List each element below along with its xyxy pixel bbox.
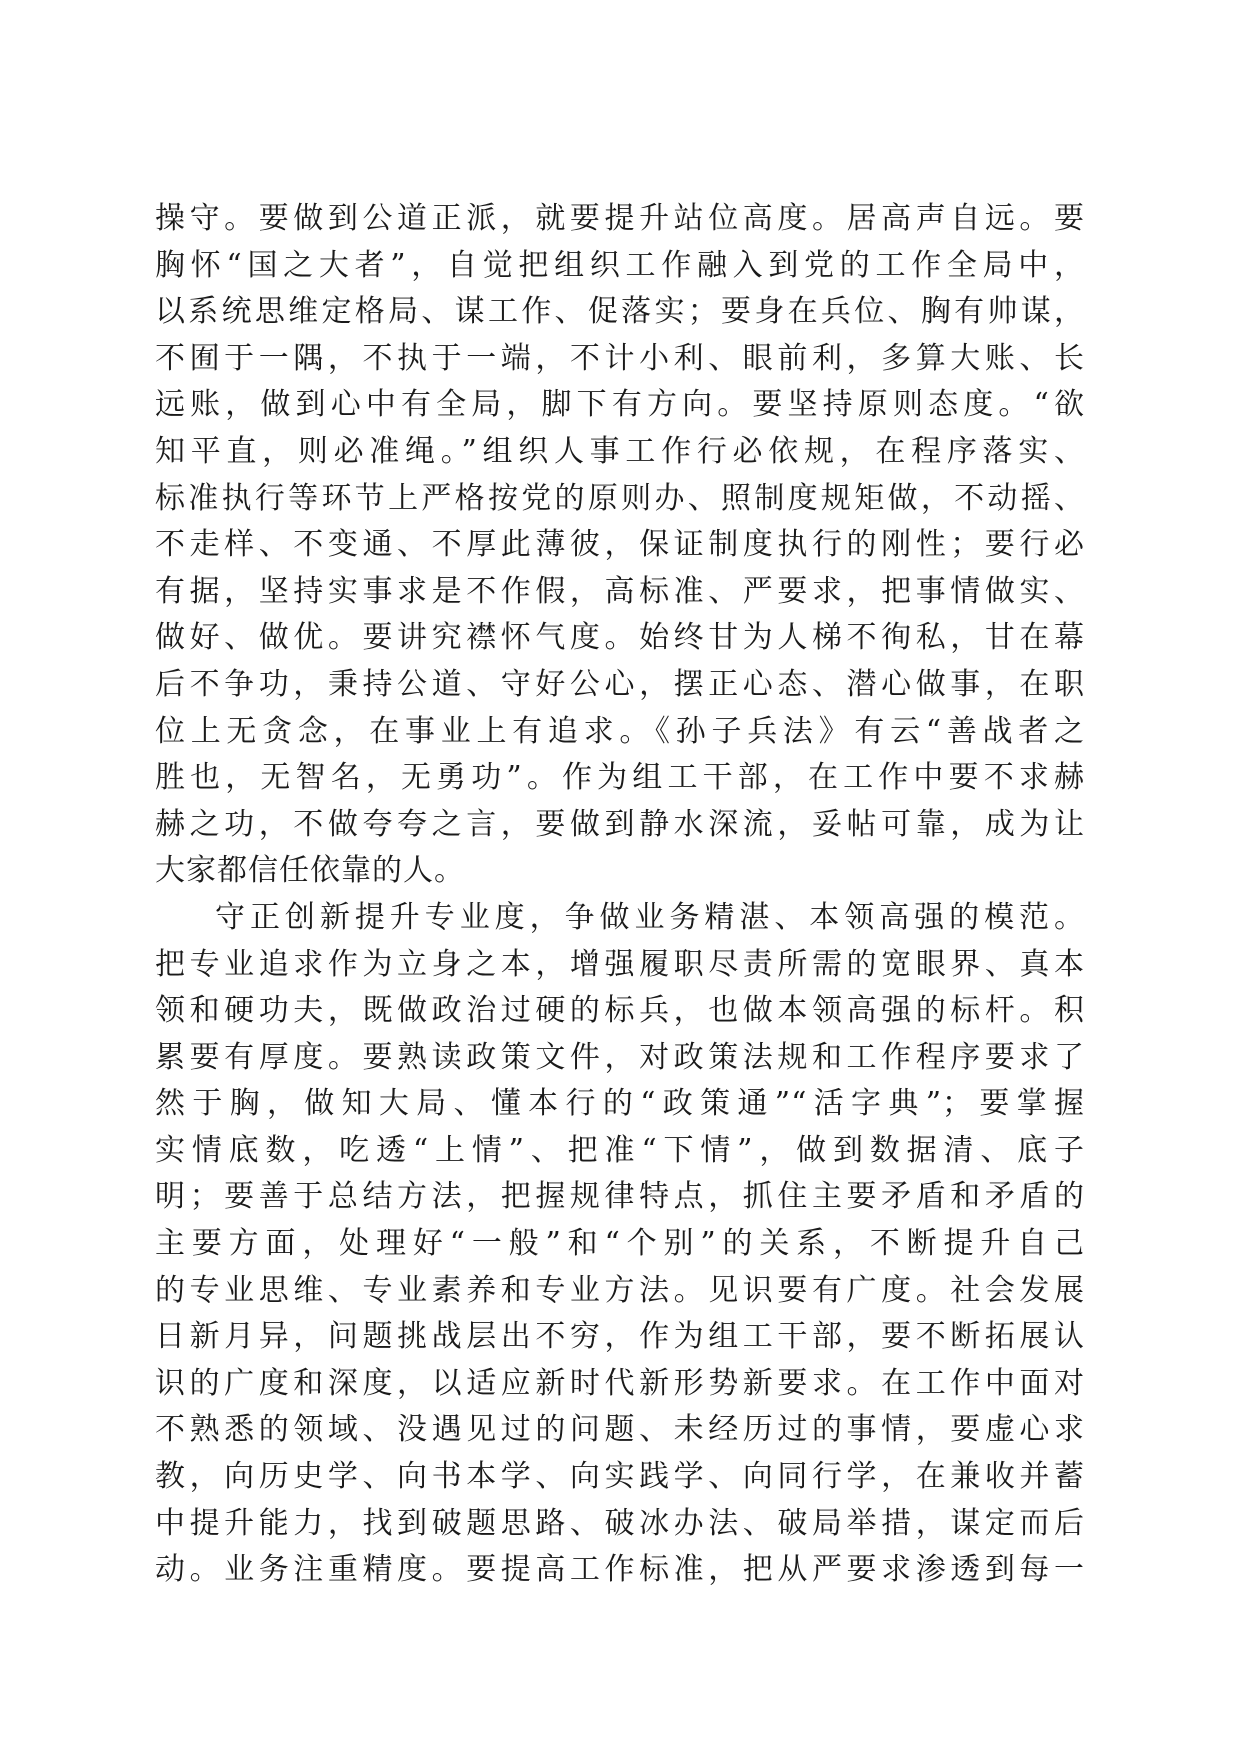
paragraph-line: 教，向历史学、向书本学、向实践学、向同行学，在兼收并蓄 <box>155 1459 1085 1495</box>
paragraph-line: 胸怀“国之大者”，自觉把组织工作融入到党的工作全局中， <box>155 247 1085 283</box>
paragraph-line: 知平直，则必准绳。”组织人事工作行必依规，在程序落实、 <box>155 433 1085 469</box>
paragraph-line: 识的广度和深度，以适应新时代新形势新要求。在工作中面对 <box>155 1365 1085 1401</box>
paragraph-line: 以系统思维定格局、谋工作、促落实；要身在兵位、胸有帅谋， <box>155 294 1085 330</box>
paragraph-line: 不囿于一隅，不执于一端，不计小利、眼前利，多算大账、长 <box>155 340 1085 376</box>
paragraph-line: 不走样、不变通、不厚此薄彼，保证制度执行的刚性；要行必 <box>155 527 1085 563</box>
paragraph-line: 守正创新提升专业度，争做业务精湛、本领高强的模范。 <box>215 899 1085 935</box>
paragraph-line: 的专业思维、专业素养和专业方法。见识要有广度。社会发展 <box>155 1272 1085 1308</box>
paragraph-line: 赫之功，不做夸夸之言，要做到静水深流，妥帖可靠，成为让 <box>155 806 1085 842</box>
document-body <box>155 196 1085 1594</box>
paragraph-line: 做好、做优。要讲究襟怀气度。始终甘为人梯不徇私，甘在幕 <box>155 620 1085 656</box>
paragraph-line: 明；要善于总结方法，把握规律特点，抓住主要矛盾和矛盾的 <box>155 1179 1085 1215</box>
paragraph-line: 实情底数，吃透“上情”、把准“下情”，做到数据清、底子 <box>155 1132 1085 1168</box>
paragraph-line: 有据，坚持实事求是不作假，高标准、严要求，把事情做实、 <box>155 573 1085 609</box>
paragraph-line: 把专业追求作为立身之本，增强履职尽责所需的宽眼界、真本 <box>155 946 1085 982</box>
paragraph-line: 累要有厚度。要熟读政策文件，对政策法规和工作程序要求了 <box>155 1039 1085 1075</box>
paragraph-line: 后不争功，秉持公道、守好公心，摆正心态、潜心做事，在职 <box>155 666 1085 702</box>
paragraph-line: 不熟悉的领域、没遇见过的问题、未经历过的事情，要虚心求 <box>155 1412 1085 1448</box>
paragraph-1 <box>155 196 1085 895</box>
paragraph-line: 远账，做到心中有全局，脚下有方向。要坚持原则态度。“欲 <box>155 387 1085 423</box>
paragraph-line: 动。业务注重精度。要提高工作标准，把从严要求渗透到每一 <box>155 1552 1085 1588</box>
paragraph-line: 主要方面，处理好“一般”和“个别”的关系，不断提升自己 <box>155 1226 1085 1262</box>
paragraph-line: 操守。要做到公道正派，就要提升站位高度。居高声自远。要 <box>155 201 1085 236</box>
paragraph-line: 日新月异，问题挑战层出不穷，作为组工干部，要不断拓展认 <box>155 1319 1085 1355</box>
paragraph-line: 大家都信任依靠的人。 <box>155 853 465 889</box>
paragraph-line: 中提升能力，找到破题思路、破冰办法、破局举措，谋定而后 <box>155 1505 1085 1541</box>
paragraph-line: 胜也，无智名，无勇功”。作为组工干部，在工作中要不求赫 <box>155 760 1085 796</box>
paragraph-2 <box>155 895 1085 1594</box>
paragraph-line: 领和硬功夫，既做政治过硬的标兵，也做本领高强的标杆。积 <box>155 993 1085 1029</box>
paragraph-line: 标准执行等环节上严格按党的原则办、照制度规矩做，不动摇、 <box>155 480 1085 516</box>
paragraph-line: 位上无贪念，在事业上有追求。《孙子兵法》有云“善战者之 <box>155 713 1085 749</box>
paragraph-line: 然于胸，做知大局、懂本行的“政策通”“活字典”；要掌握 <box>155 1086 1085 1122</box>
